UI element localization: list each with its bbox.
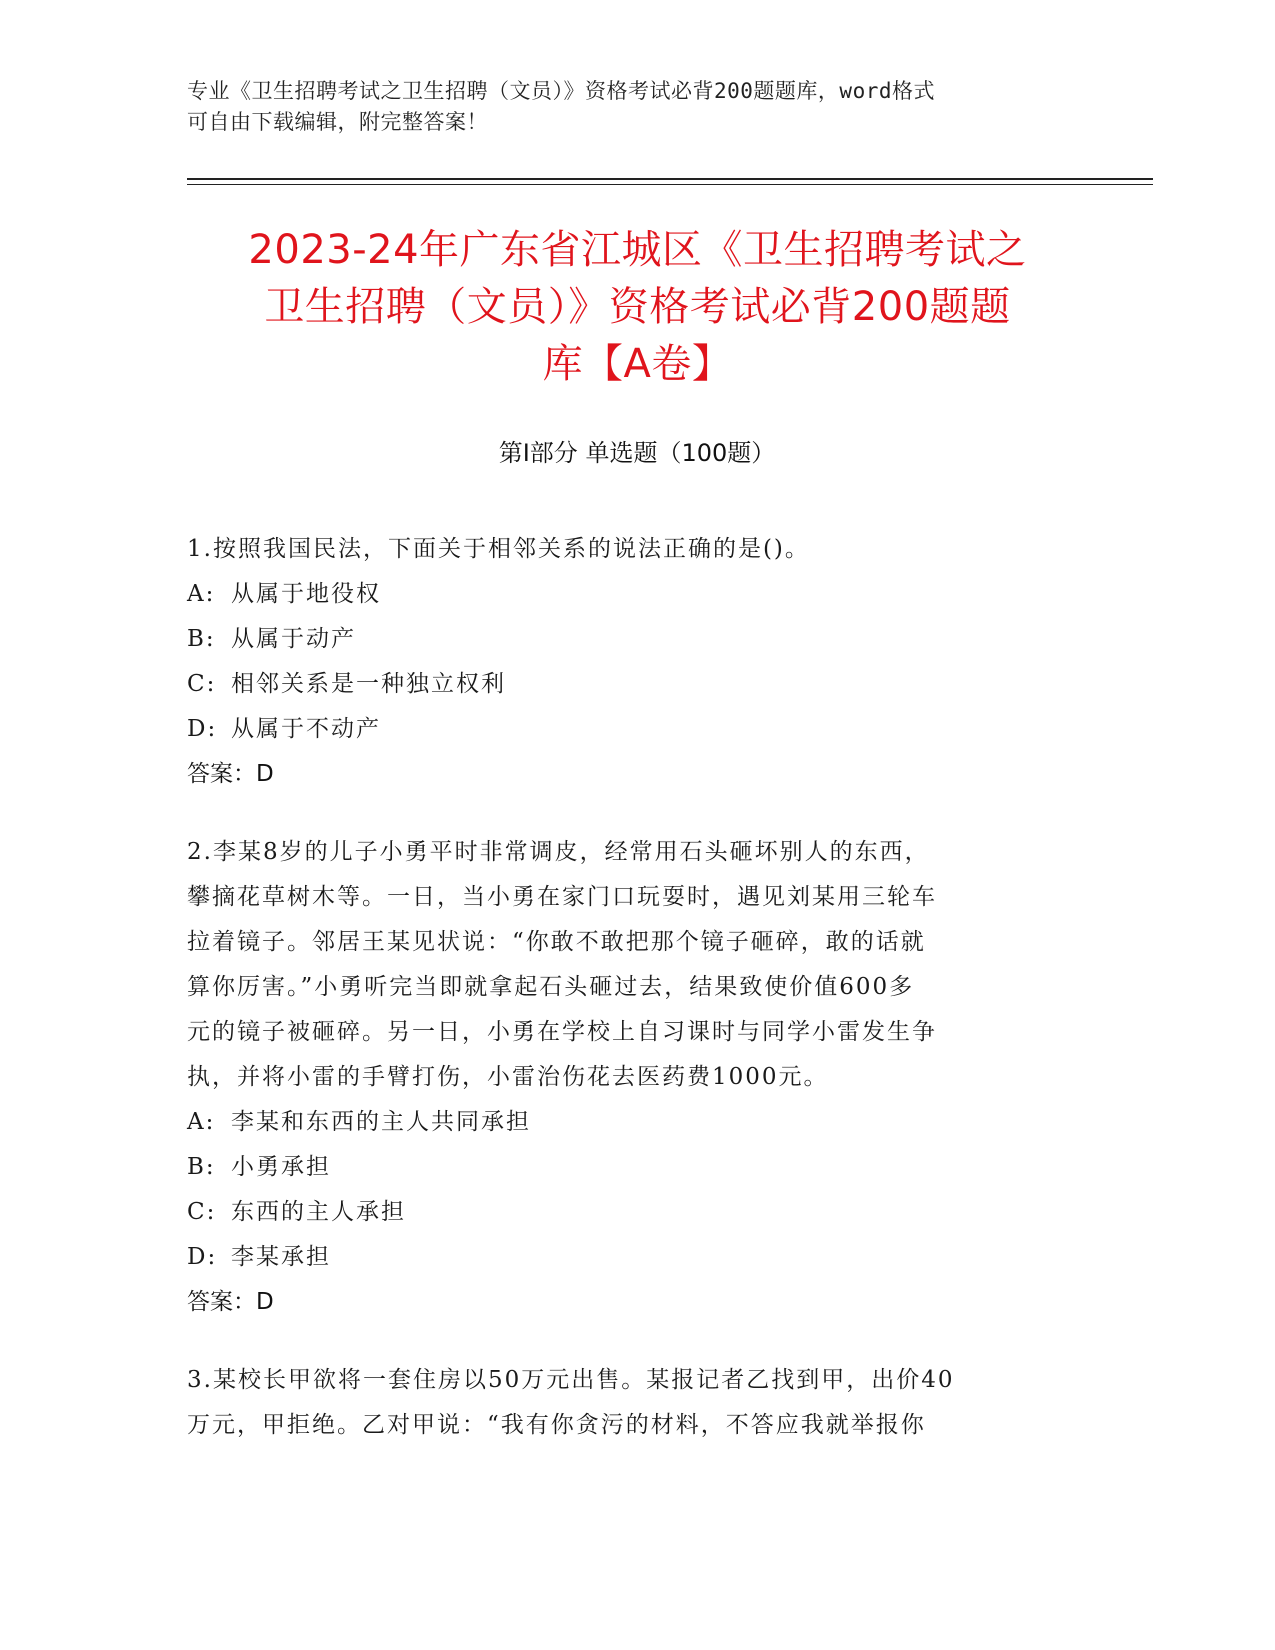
intro-text [187, 76, 1067, 138]
question-list [187, 527, 1067, 1481]
option-letter: D: [187, 1244, 218, 1270]
section-heading: 第Ⅰ部分 单选题（100题） [498, 439, 776, 467]
option-a [187, 1100, 1067, 1145]
option-letter: A: [187, 1109, 216, 1135]
question-stem-line: 2.李某8岁的儿子小勇平时非常调皮，经常用石头砸坏别人的东西， [187, 839, 930, 865]
option-text: 李某承担 [231, 1244, 331, 1270]
option-d [187, 1235, 1067, 1280]
option-letter: A: [187, 581, 216, 607]
question-2 [187, 830, 1067, 1325]
header-divider-thick [187, 178, 1153, 180]
option-text: 李某和东西的主人共同承担 [231, 1109, 531, 1135]
question-stem-line: 攀摘花草树木等。一日，当小勇在家门口玩耍时，遇见刘某用三轮车 [187, 884, 937, 910]
question-stem: 1.按照我国民法，下面关于相邻关系的说法正确的是()。 [187, 536, 810, 562]
option-b [187, 617, 1067, 662]
option-text: 相邻关系是一种独立权利 [231, 671, 506, 697]
intro-line-2: 可自由下载编辑，附完整答案！ [187, 110, 488, 134]
question-stem-line: 元的镜子被砸碎。另一日，小勇在学校上自习课时与同学小雷发生争 [187, 1019, 937, 1045]
option-b [187, 1145, 1067, 1190]
question-3 [187, 1358, 1067, 1448]
answer-line: 答案：D [187, 761, 274, 787]
option-d [187, 707, 1067, 752]
title-line-1: 2023-24年广东省江城区《卫生招聘考试之 [248, 227, 1027, 273]
question-stem-line: 执，并将小雷的手臂打伤，小雷治伤花去医药费1000元。 [187, 1064, 829, 1090]
option-letter: C: [187, 671, 217, 697]
option-c [187, 1190, 1067, 1235]
option-letter: B: [187, 626, 216, 652]
question-1 [187, 527, 1067, 797]
header-divider-thin [187, 184, 1153, 185]
title-line-3: 库【A卷】 [542, 341, 733, 387]
intro-line-1: 专业《卫生招聘考试之卫生招聘（文员）》资格考试必背200题题库，word格式 [187, 79, 935, 103]
option-text: 从属于不动产 [231, 716, 381, 742]
option-letter: C: [187, 1199, 217, 1225]
option-c [187, 662, 1067, 707]
option-text: 从属于动产 [231, 626, 356, 652]
option-a [187, 572, 1067, 617]
document-title [170, 222, 1105, 393]
option-text: 从属于地役权 [231, 581, 381, 607]
option-letter: D: [187, 716, 218, 742]
question-stem-line: 拉着镜子。邻居王某见状说：“你敢不敢把那个镜子砸碎，敢的话就 [187, 929, 926, 955]
question-stem-line: 3.某校长甲欲将一套住房以50万元出售。某报记者乙找到甲，出价40 [187, 1367, 955, 1393]
option-text: 小勇承担 [231, 1154, 331, 1180]
question-stem-line: 万元，甲拒绝。乙对甲说：“我有你贪污的材料，不答应我就举报你 [187, 1412, 926, 1438]
title-line-2: 卫生招聘（文员）》资格考试必背200题题 [264, 284, 1011, 330]
option-letter: B: [187, 1154, 216, 1180]
option-text: 东西的主人承担 [231, 1199, 406, 1225]
answer-line: 答案：D [187, 1289, 274, 1315]
question-stem-line: 算你厉害。”小勇听完当即就拿起石头砸过去，结果致使价值600多 [187, 974, 915, 1000]
